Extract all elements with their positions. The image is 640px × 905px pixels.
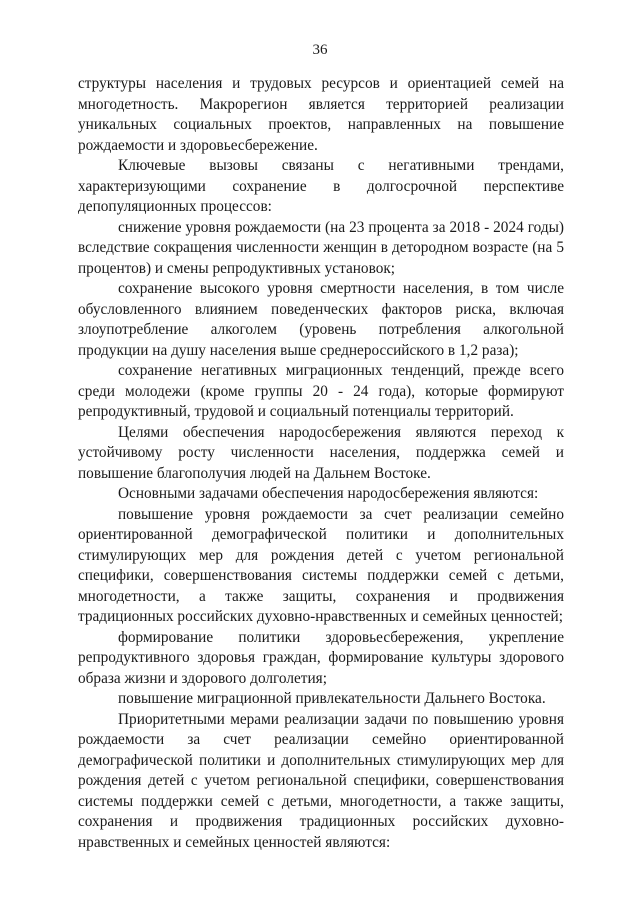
paragraph-11: Приоритетными мерами реализации задачи по повышению уровня рождаемости за счет реализации семейно ориентированной демографической политики и дополнительных стимулирующих мер для рождения детей с учетом региональной специфики, совершенствования системы поддержки семей с детьми, многодетности, а также защиты, сохранения и продвижения традиционных российских духовно-нравственных и семейных ценностей являются: xyxy=(78,710,564,851)
paragraph-9: формирование политики здоровьесбережения, укрепление репродуктивного здоровья граждан, формирование культуры здорового образа жизни и здорового долголетия; xyxy=(78,628,564,687)
page-number: 36 xyxy=(312,42,328,58)
paragraph-4: сохранение высокого уровня смертности населения, в том числе обусловленного влиянием поведенческих факторов риска, включая злоупотребление алкоголем (уровень потребления алкогольной продукции на душу населения выше среднероссийского в 1,2 раза); xyxy=(78,280,564,359)
paragraph-8: повышение уровня рождаемости за счет реализации семейно ориентированной демографической политики и дополнительных стимулирующих мер для рождения детей с учетом региональной специфики, совершенствования системы поддержки семей с детьми, многодетности, а также защиты, сохранения и продвижения традиционных российских духовно-нравственных и семейных ценностей; xyxy=(78,505,564,625)
document-body xyxy=(78,74,564,853)
paragraph-7: Основными задачами обеспечения народосбережения являются: xyxy=(118,485,539,502)
paragraph-3: снижение уровня рождаемости (на 23 процента за 2018 - 2024 годы) вследствие сокращения численности женщин в детородном возрасте (на 5 процентов) и смены репродуктивных установок; xyxy=(78,218,564,277)
paragraph-10: повышение миграционной привлекательности Дальнего Востока. xyxy=(118,690,546,707)
paragraph-1: структуры населения и трудовых ресурсов и ориентацией семей на многодетность. Макрорегион является территорией реализации уникальных социальных проектов, направленных на повышение рождаемости и здоровьесбережение. xyxy=(78,75,564,154)
paragraph-2: Ключевые вызовы связаны с негативными трендами, характеризующими сохранение в долгосрочной перспективе депопуляционных процессов: xyxy=(78,157,564,215)
paragraph-5: сохранение негативных миграционных тенденций, прежде всего среди молодежи (кроме группы 20 - 24 года), которые формируют репродуктивный, трудовой и социальный потенциалы территорий. xyxy=(78,362,564,420)
paragraph-6: Целями обеспечения народосбережения являются переход к устойчивому росту численности населения, поддержка семей и повышение благополучия людей на Дальнем Востоке. xyxy=(78,423,564,482)
